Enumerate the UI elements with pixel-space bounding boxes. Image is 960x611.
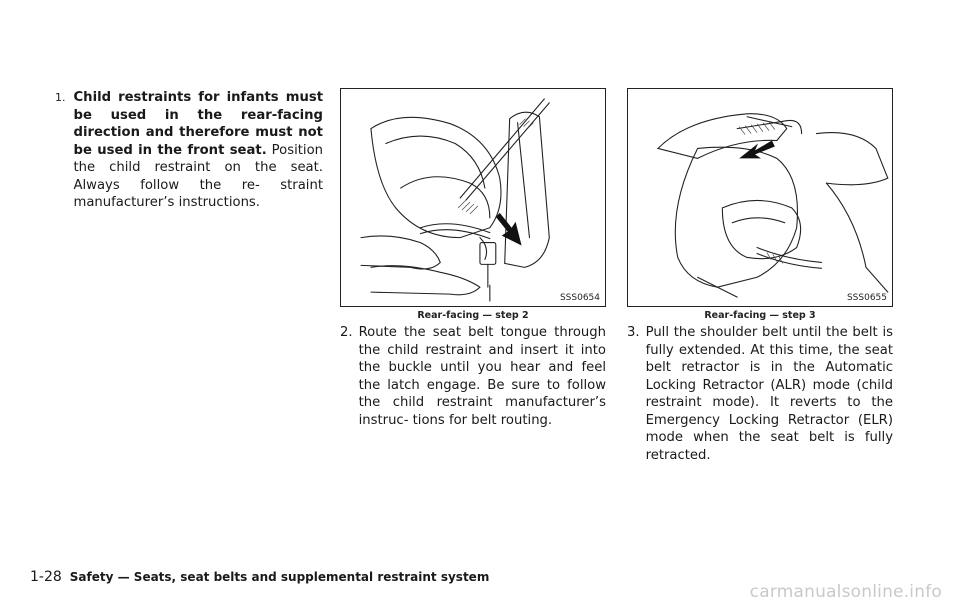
step-3-column (627, 324, 893, 464)
step-3-number: 3. (627, 325, 640, 340)
illustration-belt-buckle (341, 89, 605, 306)
step-1-warning: Child restraints for infants must be used in the rear-facing direction and therefore must not be used in the front seat. (73, 90, 323, 158)
arrow-icon (496, 213, 522, 246)
figure-rear-facing-step-2 (340, 88, 606, 307)
step-2-column (340, 324, 606, 429)
page-number: 1-28 (30, 569, 62, 585)
step-1 (55, 89, 323, 212)
step-1-column (55, 89, 323, 212)
figure-1-caption: Rear-facing — step 2 (417, 310, 529, 321)
step-1-instruction: Position the child restraint on the seat. Always follow the re- straint manufacturer’s instructions. (73, 142, 323, 210)
step-3-text: Pull the shoulder belt until the belt is fully extended. At this time, the seat belt retractor is in the Automatic Locking Retractor (ALR) mode (child restraint mode). It reverts to the Emergency Locking Retractor (ELR) mode when the seat belt is fully retracted. (645, 325, 893, 463)
figure-2-code: SSS0655 (846, 293, 887, 303)
figure-2-caption: Rear-facing — step 3 (704, 310, 816, 321)
step-2-number: 2. (340, 325, 353, 340)
watermark: carmanualsonline.info (749, 582, 942, 602)
step-1-number: 1. (55, 91, 66, 104)
figure-rear-facing-step-3 (627, 88, 893, 307)
step-1-text (74, 89, 324, 212)
illustration-shoulder-belt (628, 89, 892, 306)
step-2 (340, 324, 606, 429)
page-footer (30, 569, 489, 585)
section-title: Safety — Seats, seat belts and supplemental restraint system (69, 570, 490, 584)
step-2-text: Route the seat belt tongue through the child restraint and insert it into the buckle until you hear and feel the latch engage. Be sure to follow the child restraint manufacturer’s instruc- tions for belt routing. (358, 325, 606, 428)
figure-1-code: SSS0654 (559, 293, 600, 303)
step-3 (627, 324, 893, 464)
